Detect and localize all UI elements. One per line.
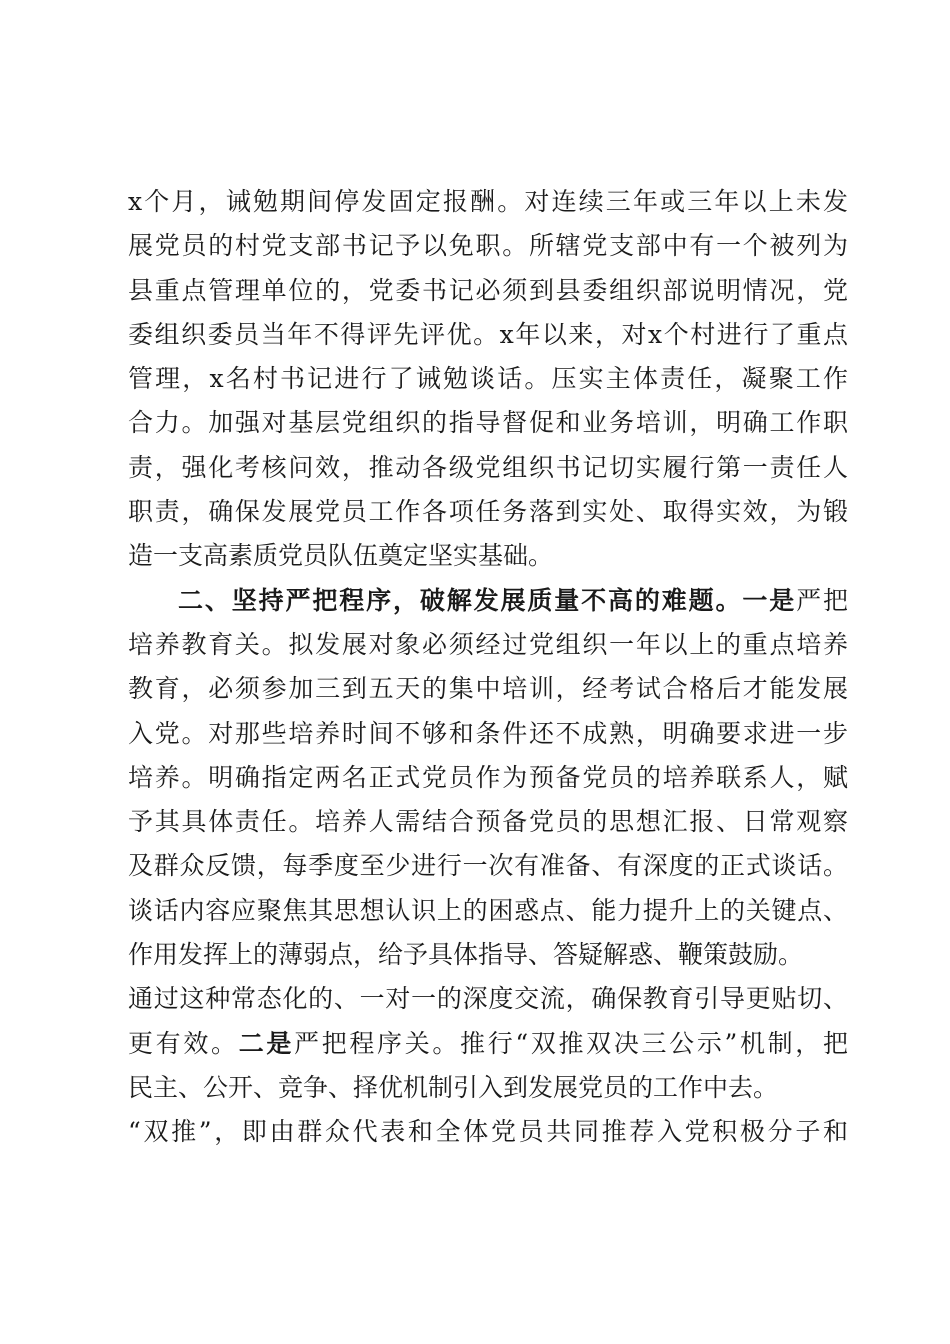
paragraph-2-line-1-rest: 严把 (796, 585, 848, 615)
paragraph-1-line-1: x个月，诫勉期间停发固定报酬。对连续三年或三年以上未发 (128, 187, 848, 216)
document-body (128, 180, 848, 1155)
paragraph-2-line-11 (128, 1022, 848, 1066)
paragraph-2-line-9: 作用发挥上的薄弱点，给予具体指导、答疑解惑、鞭策鼓励。 (128, 940, 804, 970)
paragraph-2-line-7: 及群众反馈，每季度至少进行一次有准备、有深度的正式谈话。 (128, 851, 848, 881)
paragraph-2-line-2: 培养教育关。拟发展对象必须经过党组织一年以上的重点培养 (128, 629, 848, 659)
paragraph-2-line-10: 通过这种常态化的、一对一的深度交流，确保教育引导更贴切、 (128, 984, 848, 1014)
paragraph-1-line-6: 合力。加强对基层党组织的指导督促和业务培训，明确工作职 (128, 408, 848, 438)
paragraph-2-line-5: 培养。明确指定两名正式党员作为预备党员的培养联系人，赋 (128, 762, 848, 792)
paragraph-2-line-8: 谈话内容应聚焦其思想认识上的困惑点、能力提升上的关键点、 (128, 895, 848, 925)
paragraph-1-line-8: 职责，确保发展党员工作各项任务落到实处、取得实效，为锻 (128, 497, 848, 527)
section-heading: 二、坚持严把程序，破解发展质量不高的难题。 (178, 585, 743, 615)
paragraph-1-line-9: 造一支高素质党员队伍奠定坚实基础。 (128, 541, 554, 571)
paragraph-1-line-3: 县重点管理单位的，党委书记必须到县委组织部说明情况，党 (128, 275, 848, 305)
paragraph-2-line-13: “双推”，即由群众代表和全体党员共同推荐入党积极分子和 (128, 1117, 848, 1147)
paragraph-2-line-6: 予其具体责任。培养人需结合预备党员的思想汇报、日常观察 (128, 807, 848, 837)
paragraph-1-line-5: 管理，x名村书记进行了诫勉谈话。压实主体责任，凝聚工作 (128, 364, 848, 394)
paragraph-2-line-11-start: 更有效。 (128, 1028, 239, 1058)
point-two-marker: 二是 (238, 1028, 295, 1058)
paragraph-1-line-2: 展党员的村党支部书记予以免职。所辖党支部中有一个被列为 (128, 231, 848, 261)
point-one-marker: 一是 (742, 585, 797, 615)
paragraph-2-line-1 (128, 579, 848, 623)
paragraph-2-line-11-end: 严把程序关。推行“双推双决三公示”机制，把 (294, 1028, 848, 1058)
paragraph-2-line-3: 教育，必须参加三到五天的集中培训，经考试合格后才能发展 (128, 674, 848, 704)
paragraph-2-line-4: 入党。对那些培养时间不够和条件还不成熟，明确要求进一步 (128, 718, 848, 748)
paragraph-1-line-7: 责，强化考核问效，推动各级党组织书记切实履行第一责任人 (128, 452, 848, 482)
paragraph-1-line-4: 委组织委员当年不得评先评优。x年以来，对x个村进行了重点 (128, 319, 848, 349)
paragraph-2-line-12: 民主、公开、竞争、择优机制引入到发展党员的工作中去。 (128, 1072, 779, 1102)
